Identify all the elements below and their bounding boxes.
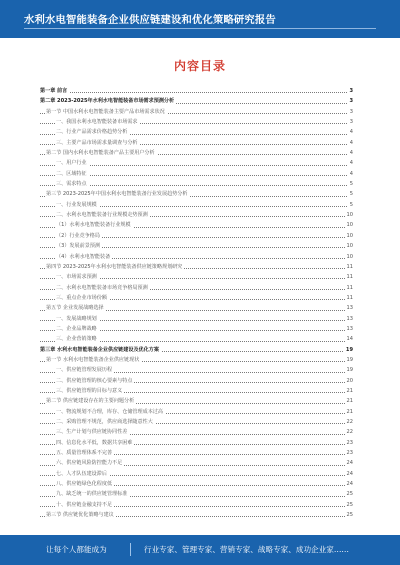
toc-entry[interactable] [40, 386, 353, 396]
toc-entry[interactable] [40, 220, 353, 230]
toc-entry-page: 10 [345, 210, 353, 220]
toc-entry-text: 第三节 供应链优化策略与建议 [46, 510, 116, 520]
toc-entry[interactable] [40, 200, 353, 210]
toc-entry-page: 5 [348, 189, 353, 199]
toc-entry[interactable] [40, 448, 353, 458]
toc-entry-text: 一、用户行业 [56, 158, 89, 168]
toc-entry-page: 3 [347, 86, 353, 96]
toc-entry[interactable] [40, 231, 353, 241]
toc-entry-page: 11 [345, 293, 353, 303]
toc-entry[interactable] [40, 469, 353, 479]
toc-entry-text: 第三章 水利水电智能装备企业供应链建设及优化方案 [40, 345, 161, 355]
toc-entry-text: 一、我国水利水电智能装备市场需求 [56, 117, 140, 127]
toc-entry-page: 14 [345, 334, 353, 344]
toc-entry-text: 一、物流规划不合理，库存、仓储管理成本过高 [56, 407, 165, 417]
toc-entry-page: 3 [348, 107, 353, 117]
toc-entry[interactable] [40, 138, 353, 148]
toc-entry-page: 11 [345, 262, 353, 272]
top-banner [0, 0, 400, 38]
toc-entry[interactable] [40, 179, 353, 189]
toc-entry-page: 4 [348, 148, 353, 158]
toc-entry[interactable] [40, 169, 353, 179]
toc-entry-text: 第二节 供应链建设存在的主要问题分析 [46, 396, 136, 406]
toc-entry-page: 10 [345, 220, 353, 230]
toc-entry[interactable] [40, 376, 353, 386]
toc-entry-text: 三、生产计划与供应链协同性差 [56, 427, 129, 437]
toc-entry[interactable] [40, 210, 353, 220]
toc-entry[interactable] [40, 396, 353, 406]
bottom-banner [0, 535, 400, 565]
toc-entry-text: 三、主要产品市场需求量调查与分析 [56, 138, 140, 148]
toc-entry-page: 25 [345, 489, 353, 499]
toc-entry-page: 13 [345, 314, 353, 324]
toc-entry-page: 19 [344, 345, 353, 355]
toc-entry-text: 第一章 前言 [40, 86, 69, 96]
toc-entry[interactable] [40, 427, 353, 437]
toc-entry-text: 四、信息化水平低，数据共享困难 [56, 438, 134, 448]
toc-entry[interactable] [40, 407, 353, 417]
toc-entry-page: 22 [345, 427, 353, 437]
toc-entry-page: 23 [345, 438, 353, 448]
toc-entry-text: 六、供应链风险防控能力不足 [56, 458, 124, 468]
toc-entry-page: 19 [345, 355, 353, 365]
toc-entry-page: 25 [345, 510, 353, 520]
toc-entry[interactable] [40, 510, 353, 520]
table-of-contents [40, 86, 353, 520]
toc-entry-text: 九、缺乏统一的供应链管理标准 [56, 489, 129, 499]
toc-entry-page: 4 [348, 158, 353, 168]
header-divider [24, 28, 376, 29]
toc-entry-page: 25 [345, 500, 353, 510]
toc-entry[interactable] [40, 303, 353, 313]
toc-entry-text: 三、供应链管理的目标与意义 [56, 386, 124, 396]
toc-entry-text: 二、采购管理不规范，供应商选择随意性大 [56, 417, 155, 427]
toc-entry-text: 第二章 2023-2025年水利水电智能装备市场需求预测分析 [40, 96, 176, 106]
toc-entry-text: （3）发展前景预测 [56, 241, 102, 251]
toc-entry-text: 第四节 2023-2025年水利水电智能装备供应链策略规划研究 [46, 262, 184, 272]
toc-entry[interactable] [40, 107, 353, 117]
toc-entry-text: 五、质量管理体系不完善 [56, 448, 114, 458]
toc-entry-text: 二、区域特征 [56, 169, 89, 179]
toc-entry-page: 11 [345, 283, 353, 293]
toc-entry[interactable] [40, 158, 353, 168]
toc-entry-text: 二、企业品牌战略 [56, 324, 99, 334]
toc-entry-page: 24 [345, 479, 353, 489]
toc-entry-page: 10 [345, 241, 353, 251]
toc-entry[interactable] [40, 117, 353, 127]
toc-entry[interactable] [40, 479, 353, 489]
toc-entry-page: 24 [345, 458, 353, 468]
toc-entry-page: 11 [345, 272, 353, 282]
toc-entry-text: 十、供应链金融支持不足 [56, 500, 114, 510]
toc-entry-text: 七、人才队伍建设滞后 [56, 469, 109, 479]
toc-entry-text: 一、供应链管理发展历程 [56, 365, 114, 375]
footer-divider [130, 543, 131, 556]
toc-entry-page: 4 [348, 127, 353, 137]
toc-entry-text: 二、行业产品需求价格趋势分析 [56, 127, 129, 137]
toc-entry-text: 第一节 水利水电智能装备企业供应链现状 [46, 355, 141, 365]
toc-entry[interactable] [40, 417, 353, 427]
toc-entry[interactable] [40, 293, 353, 303]
toc-entry-text: 第二节 国内水利水电智能装备产品主要用户分析 [46, 148, 157, 158]
toc-entry-text: （2）行业竞争格局 [56, 231, 102, 241]
toc-entry[interactable] [40, 127, 353, 137]
toc-entry[interactable] [40, 241, 353, 251]
toc-entry-text: （1）水利水电智能装备行业规模 [56, 220, 133, 230]
toc-entry-page: 20 [345, 376, 353, 386]
toc-entry[interactable] [40, 355, 353, 365]
toc-entry[interactable] [40, 438, 353, 448]
toc-entry[interactable] [40, 324, 353, 334]
toc-entry[interactable] [40, 314, 353, 324]
toc-entry-text: 第五节 企业发展战略选择 [46, 303, 106, 313]
toc-entry-page: 3 [348, 117, 353, 127]
toc-entry[interactable] [40, 458, 353, 468]
toc-entry[interactable] [40, 272, 353, 282]
dot-leader [40, 92, 353, 93]
toc-entry-page: 24 [345, 469, 353, 479]
toc-entry-text: 一、行业发展规模 [56, 200, 99, 210]
toc-entry-page: 4 [348, 138, 353, 148]
toc-entry-page: 4 [348, 169, 353, 179]
toc-entry-page: 5 [348, 200, 353, 210]
toc-entry-page: 21 [345, 386, 353, 396]
toc-entry-text: 三、企业营销策略 [56, 334, 99, 344]
toc-entry[interactable] [40, 345, 353, 355]
toc-entry[interactable] [40, 334, 353, 344]
toc-entry-page: 21 [345, 407, 353, 417]
toc-entry[interactable] [40, 283, 353, 293]
toc-entry[interactable] [40, 96, 353, 106]
toc-entry-page: 3 [347, 96, 353, 106]
toc-entry-page: 21 [345, 396, 353, 406]
toc-entry-text: 三、需求特点 [56, 179, 89, 189]
toc-heading: 内容目录 [173, 59, 226, 73]
toc-entry-page: 22 [345, 417, 353, 427]
toc-entry-page: 13 [345, 303, 353, 313]
toc-entry[interactable] [40, 365, 353, 375]
toc-entry[interactable] [40, 489, 353, 499]
footer-slogan: 让每个人都能成为 [46, 545, 107, 554]
toc-entry-text: 第三节 2023-2025年中国水利水电智能装备行业发展趋势分析 [46, 189, 189, 199]
toc-entry[interactable] [40, 148, 353, 158]
toc-entry-text: 二、水利水电智能装备市场竞争格局预测 [56, 283, 150, 293]
toc-entry-text: 一、市场需求预测 [56, 272, 99, 282]
toc-entry-text: 第一节 中国水利水电智能装备主要产品市场需求状况 [46, 107, 167, 117]
toc-entry-page: 10 [345, 231, 353, 241]
toc-entry-text: 二、供应链管理的核心要素与特点 [56, 376, 134, 386]
toc-entry-page: 13 [345, 324, 353, 334]
toc-entry-text: 一、发展战略规划 [56, 314, 99, 324]
toc-entry[interactable] [40, 262, 353, 272]
toc-entry-text: （4）水利水电智能装备 [56, 252, 112, 262]
toc-entry[interactable] [40, 86, 353, 96]
toc-entry[interactable] [40, 189, 353, 199]
toc-entry[interactable] [40, 252, 353, 262]
toc-entry-text: 八、供应链绿色化程度低 [56, 479, 114, 489]
footer-tagline: 行业专家、管理专家、营销专家、战略专家、成功企业家…… [144, 545, 350, 554]
toc-entry-page: 5 [348, 179, 353, 189]
toc-entry-text: 二、水利水电智能装备行业规模走势预测 [56, 210, 150, 220]
toc-entry-page: 10 [345, 252, 353, 262]
toc-entry-page: 19 [345, 365, 353, 375]
toc-entry-text: 三、重点企业市场份额 [56, 293, 109, 303]
report-title: 水利水电智能装备企业供应链建设和优化策略研究报告 [24, 14, 276, 26]
toc-entry-page: 23 [345, 448, 353, 458]
toc-entry[interactable] [40, 500, 353, 510]
